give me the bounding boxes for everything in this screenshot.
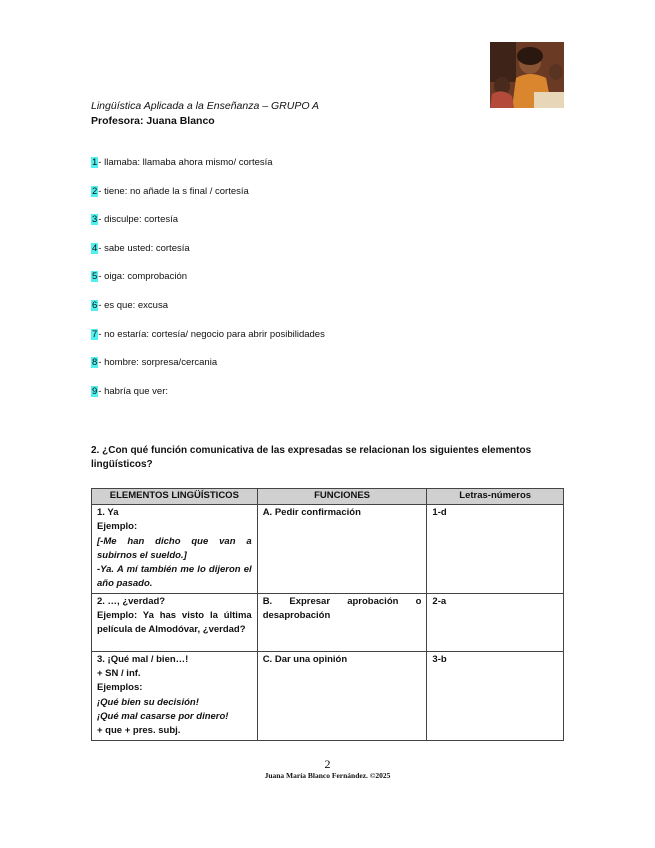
function-cell <box>257 651 427 740</box>
table-row <box>92 505 564 594</box>
list-item <box>91 300 325 329</box>
list-item <box>91 386 325 415</box>
element-line: ¡Qué bien su decisión! <box>97 696 199 708</box>
element-title: 2. …, ¿verdad? <box>97 595 166 607</box>
column-header: FUNCIONES <box>257 489 427 505</box>
element-title: 1. Ya <box>97 507 119 518</box>
table-row <box>92 593 564 651</box>
list-item <box>91 243 325 272</box>
answers-list <box>91 157 325 414</box>
item-text: - disculpe: cortesía <box>98 214 179 226</box>
item-number: 6 <box>92 299 98 311</box>
list-item <box>91 214 325 243</box>
course-title: Lingüística Aplicada a la Enseñanza – GRUPO A <box>91 100 320 112</box>
function-text: B. Expresar aprobación o desaprobación <box>262 595 422 622</box>
list-item <box>91 271 325 300</box>
item-text: - es que: excusa <box>98 299 169 311</box>
element-line: Ejemplo: <box>97 521 138 533</box>
item-text: - habría que ver: <box>98 385 169 397</box>
function-text: C. Dar una opinión <box>262 653 348 665</box>
function-cell <box>257 505 427 594</box>
item-text: - hombre: sorpresa/cercania <box>98 357 218 369</box>
item-number: 7 <box>92 328 98 340</box>
element-line: -Ya. A mí también me lo dijeron el año pasado. <box>97 564 252 590</box>
item-text: - oiga: comprobación <box>98 271 188 283</box>
list-item <box>91 357 325 386</box>
page-number: 2 <box>324 757 331 771</box>
column-header: Letras-números <box>427 489 564 505</box>
column-header: ELEMENTOS LINGÜÍSTICOS <box>92 489 258 505</box>
element-line: + SN / inf. <box>97 668 141 680</box>
element-line: ¡Qué mal casarse por dinero! <box>97 710 229 722</box>
table-row <box>92 651 564 740</box>
element-line: Ejemplos: <box>97 682 143 694</box>
function-text: A. Pedir confirmación <box>262 507 361 518</box>
letter-cell <box>427 651 564 740</box>
element-cell <box>92 505 258 594</box>
letter-cell <box>427 505 564 594</box>
list-item <box>91 329 325 358</box>
teacher-name: Profesora: Juana Blanco <box>91 115 215 127</box>
table-header-row <box>92 489 564 505</box>
item-number: 8 <box>92 357 98 369</box>
students-photo <box>490 42 564 108</box>
question-text: 2. ¿Con qué función comunicativa de las expresadas se relacionan los siguientes elementos lingüísticos? <box>91 445 532 470</box>
list-item <box>91 157 325 186</box>
item-number: 1 <box>92 157 98 168</box>
item-number: 3 <box>92 214 98 226</box>
copyright-footer: Juana María Blanco Fernández. ©2025 <box>264 771 391 780</box>
item-number: 2 <box>92 185 98 197</box>
item-number: 9 <box>92 385 98 397</box>
list-item <box>91 186 325 215</box>
item-text: - no estaría: cortesía/ negocio para abrir posibilidades <box>98 328 325 340</box>
letter-text: 2-a <box>432 595 447 607</box>
functions-table <box>91 488 564 741</box>
element-line: Ejemplo: Ya has visto la última película de Almodóvar, ¿verdad? <box>97 610 252 636</box>
item-text: - sabe usted: cortesía <box>98 242 190 254</box>
function-cell <box>257 593 427 651</box>
element-title: 3. ¡Qué mal / bien…! <box>97 653 189 665</box>
letter-text: 1-d <box>432 507 447 518</box>
letter-cell <box>427 593 564 651</box>
element-cell <box>92 651 258 740</box>
element-cell <box>92 593 258 651</box>
item-number: 4 <box>92 242 98 254</box>
element-line: + que + pres. subj. <box>97 725 181 737</box>
item-text: - tiene: no añade la s final / cortesía <box>98 185 249 197</box>
item-number: 5 <box>92 271 98 283</box>
element-line: [-Me han dicho que van a subirnos el sueldo.] <box>97 535 252 561</box>
item-text: - llamaba: llamaba ahora mismo/ cortesía <box>98 157 273 168</box>
letter-text: 3-b <box>432 653 447 665</box>
